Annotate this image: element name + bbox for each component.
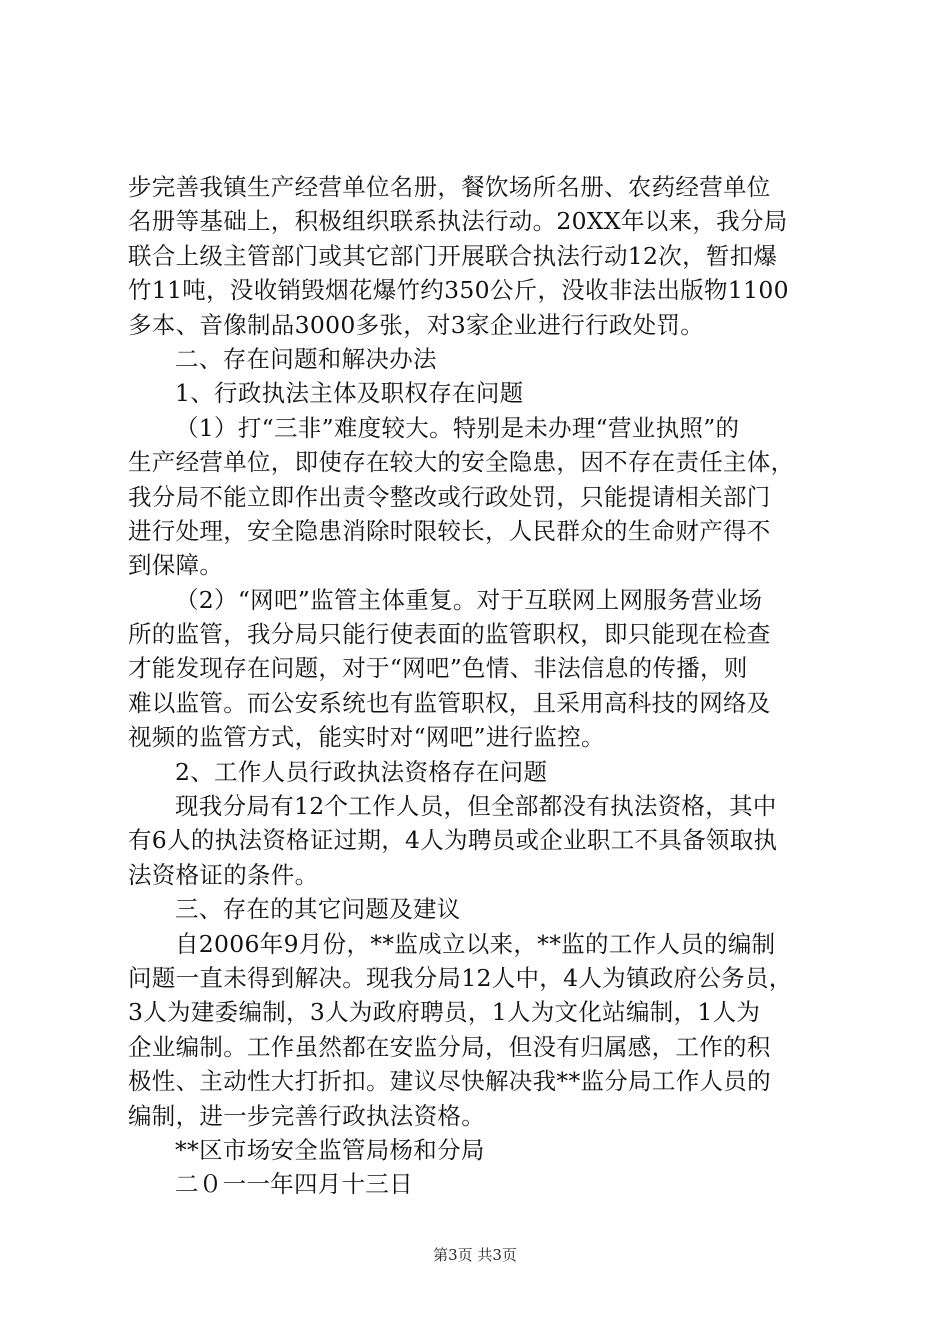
text-line: 才能发现存在问题，对于“网吧”色情、非法信息的传播，则: [128, 654, 748, 683]
text-line: 有6人的执法资格证过期，4人为聘员或企业职工不具备领取执: [128, 826, 778, 855]
text-line: 3人为建委编制，3人为政府聘员，1人为文化站编制，1人为: [128, 998, 761, 1027]
text-line: 步完善我镇生产经营单位名册，餐饮场所名册、农药经营单位: [128, 173, 771, 201]
text-line: 企业编制。工作虽然都在安监分局，但没有归属感，工作的积: [128, 1032, 771, 1061]
text-line: 所的监管，我分局只能行使表面的监管职权，即只能现在检查: [128, 620, 771, 649]
page-footer: 第3页 共3页: [433, 1246, 517, 1264]
text-line: **区市场安全监管局杨和分局: [175, 1135, 485, 1164]
text-line: 视频的监管方式，能实时对“网吧”进行监控。: [128, 723, 605, 752]
text-line: 三、存在的其它问题及建议: [175, 895, 461, 924]
text-line: 现我分局有12个工作人员，但全部都没有执法资格，其中: [175, 792, 777, 821]
text-line: 竹11吨，没收销毁烟花爆竹约350公斤，没收非法出版物1100: [128, 276, 789, 305]
text-line: 多本、音像制品3000多张，对3家企业进行行政处罚。: [128, 310, 705, 339]
text-line: 法资格证的条件。: [128, 860, 319, 889]
text-line: 到保障。: [128, 551, 224, 580]
text-line: 极性、主动性大打折扣。建议尽快解决我**监分局工作人员的: [128, 1067, 771, 1096]
text-line: 自2006年9月份，**监成立以来，**监的工作人员的编制: [175, 929, 776, 958]
text-line: （2）“网吧”监管主体重复。对于互联网上网服务营业场: [175, 585, 763, 614]
text-line: 难以监管。而公安系统也有监管职权，且采用高科技的网络及: [128, 688, 771, 717]
document-body: [128, 170, 818, 1202]
text-line: 联合上级主管部门或其它部门开展联合执法行动12次，暂扣爆: [128, 241, 778, 270]
text-line: 二０一一年四月十三日: [175, 1170, 413, 1199]
text-line: 2、工作人员行政执法资格存在问题: [175, 757, 548, 786]
text-line: 二、存在问题和解决办法: [175, 344, 437, 373]
text-line: 我分局不能立即作出责令整改或行政处罚，只能提请相关部门: [128, 482, 771, 511]
text-line: 1、行政执法主体及职权存在问题: [175, 379, 524, 408]
text-line: 问题一直未得到解决。现我分局12人中，4人为镇政府公务员，: [128, 963, 793, 992]
text-line: （1）打“三非”难度较大。特别是未办理“营业执照”的: [175, 413, 740, 442]
text-line: 名册等基础上，积极组织联系执法行动。20XX年以来，我分局: [128, 207, 788, 236]
text-line: 编制，进一步完善行政执法资格。: [128, 1101, 485, 1130]
text-line: 生产经营单位，即使存在较大的安全隐患，因不存在责任主体，: [128, 448, 795, 477]
text-line: 进行处理，安全隐患消除时限较长，人民群众的生命财产得不: [128, 516, 771, 545]
